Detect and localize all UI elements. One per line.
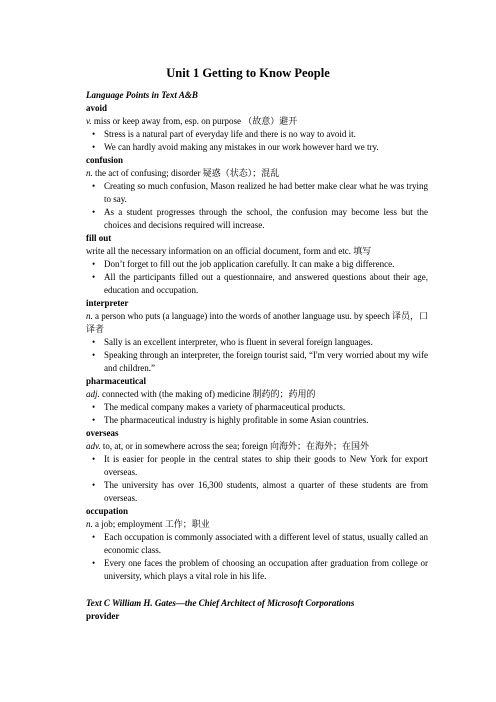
definition bbox=[86, 245, 428, 258]
example-text: We can hardly avoid making any mistakes in our work however hard we try. bbox=[104, 142, 379, 152]
example-sentence bbox=[86, 128, 428, 141]
vocabulary-word: pharmaceutical bbox=[86, 376, 146, 386]
definition-text: a person who puts (a language) into the words of another language usu. by speech 译员，口译者 bbox=[86, 311, 428, 334]
part-of-speech: adj. bbox=[86, 389, 100, 399]
section-heading-c: Text C William H. Gates—the Chief Architect of Microsoft Corporations bbox=[86, 598, 355, 608]
part-of-speech: n. bbox=[86, 311, 93, 321]
example-text: Every one faces the problem of choosing an occupation after graduation from college or university, which plays a vital role in his life. bbox=[104, 558, 428, 581]
example-text: It is easier for people in the central states to ship their goods to New York for export overseas. bbox=[104, 454, 428, 477]
definition-text: to, at, or in somewhere across the sea; foreign 向海外；在海外；在国外 bbox=[100, 441, 370, 451]
example-sentence bbox=[86, 141, 428, 154]
example-text: The pharmaceutical industry is highly profitable in some Asian countries. bbox=[104, 415, 369, 425]
definition-text: the act of confusing; disorder 疑惑（状态）；混乱 bbox=[92, 168, 280, 178]
part-of-speech: v. bbox=[86, 116, 92, 126]
definition-text: connected with (the making of) medicine 制药的；药用的 bbox=[99, 389, 316, 399]
definition bbox=[86, 440, 428, 453]
definition bbox=[86, 310, 428, 336]
bullet-icon: • bbox=[92, 415, 96, 425]
example-text: All the participants filled out a questionnaire, and answered questions about their age, education and occupation. bbox=[104, 272, 428, 295]
vocabulary-word: provider bbox=[86, 611, 120, 621]
example-list bbox=[86, 128, 428, 154]
vocabulary-word: avoid bbox=[86, 103, 108, 113]
example-list bbox=[86, 180, 428, 232]
example-text: The medical company makes a variety of pharmaceutical products. bbox=[104, 402, 346, 412]
bullet-icon: • bbox=[92, 454, 96, 464]
definition-text: miss or keep away from, esp. on purpose （故意）避开 bbox=[91, 116, 298, 126]
example-text: As a student progresses through the school, the confusion may become less but the choices and decisions required will increase. bbox=[104, 207, 428, 230]
example-list bbox=[86, 453, 428, 505]
example-sentence bbox=[86, 258, 428, 271]
example-sentence bbox=[86, 479, 428, 505]
bullet-icon: • bbox=[92, 129, 96, 139]
example-text: Each occupation is commonly associated with a different level of status, usually called an economic class. bbox=[104, 532, 428, 555]
vocabulary-word: occupation bbox=[86, 506, 129, 516]
bullet-icon: • bbox=[92, 480, 96, 490]
example-text: Creating so much confusion, Mason realized he had better make clear what he was trying to say. bbox=[104, 181, 428, 204]
part-of-speech: n. bbox=[86, 519, 93, 529]
bullet-icon: • bbox=[92, 558, 96, 568]
example-sentence bbox=[86, 206, 428, 232]
vocabulary-word: fill out bbox=[86, 233, 112, 243]
bullet-icon: • bbox=[92, 350, 96, 360]
bullet-icon: • bbox=[92, 142, 96, 152]
part-of-speech: adv. bbox=[86, 441, 101, 451]
example-sentence bbox=[86, 336, 428, 349]
vocabulary-word: interpreter bbox=[86, 298, 129, 308]
example-sentence bbox=[86, 349, 428, 375]
example-text: The university has over 16,300 students, almost a quarter of these students are from overseas. bbox=[104, 480, 428, 503]
bullet-icon: • bbox=[92, 337, 96, 347]
example-list bbox=[86, 336, 428, 375]
vocabulary-list bbox=[86, 102, 428, 583]
bullet-icon: • bbox=[92, 259, 96, 269]
definition bbox=[86, 115, 428, 128]
example-sentence bbox=[86, 453, 428, 479]
example-text: Sally is an excellent interpreter, who is fluent in several foreign languages. bbox=[104, 337, 373, 347]
example-text: Speaking through an interpreter, the foreign tourist said, “I'm very worried about my wife and children.” bbox=[104, 350, 428, 373]
content bbox=[86, 89, 428, 623]
example-sentence bbox=[86, 401, 428, 414]
definition-text: write all the necessary information on an official document, form and etc. 填写 bbox=[86, 246, 372, 256]
example-list bbox=[86, 401, 428, 427]
vocabulary-word: confusion bbox=[86, 155, 124, 165]
example-list bbox=[86, 531, 428, 583]
example-text: Don’t forget to fill out the job application carefully. It can make a big difference. bbox=[104, 259, 395, 269]
bullet-icon: • bbox=[92, 272, 96, 282]
definition bbox=[86, 518, 428, 531]
definition bbox=[86, 167, 428, 180]
example-sentence bbox=[86, 531, 428, 557]
bullet-icon: • bbox=[92, 532, 96, 542]
part-of-speech: n. bbox=[86, 168, 93, 178]
example-sentence bbox=[86, 414, 428, 427]
bullet-icon: • bbox=[92, 207, 96, 217]
section-heading-a: Language Points in Text A&B bbox=[86, 90, 198, 100]
definition bbox=[86, 388, 428, 401]
example-sentence bbox=[86, 271, 428, 297]
example-list bbox=[86, 258, 428, 297]
example-sentence bbox=[86, 557, 428, 583]
page-title: Unit 1 Getting to Know People bbox=[166, 66, 330, 80]
definition-text: a job; employment 工作；职业 bbox=[92, 519, 210, 529]
bullet-icon: • bbox=[92, 181, 96, 191]
example-sentence bbox=[86, 180, 428, 206]
vocabulary-word: overseas bbox=[86, 428, 119, 438]
bullet-icon: • bbox=[92, 402, 96, 412]
example-text: Stress is a natural part of everyday life and there is no way to avoid it. bbox=[104, 129, 356, 139]
